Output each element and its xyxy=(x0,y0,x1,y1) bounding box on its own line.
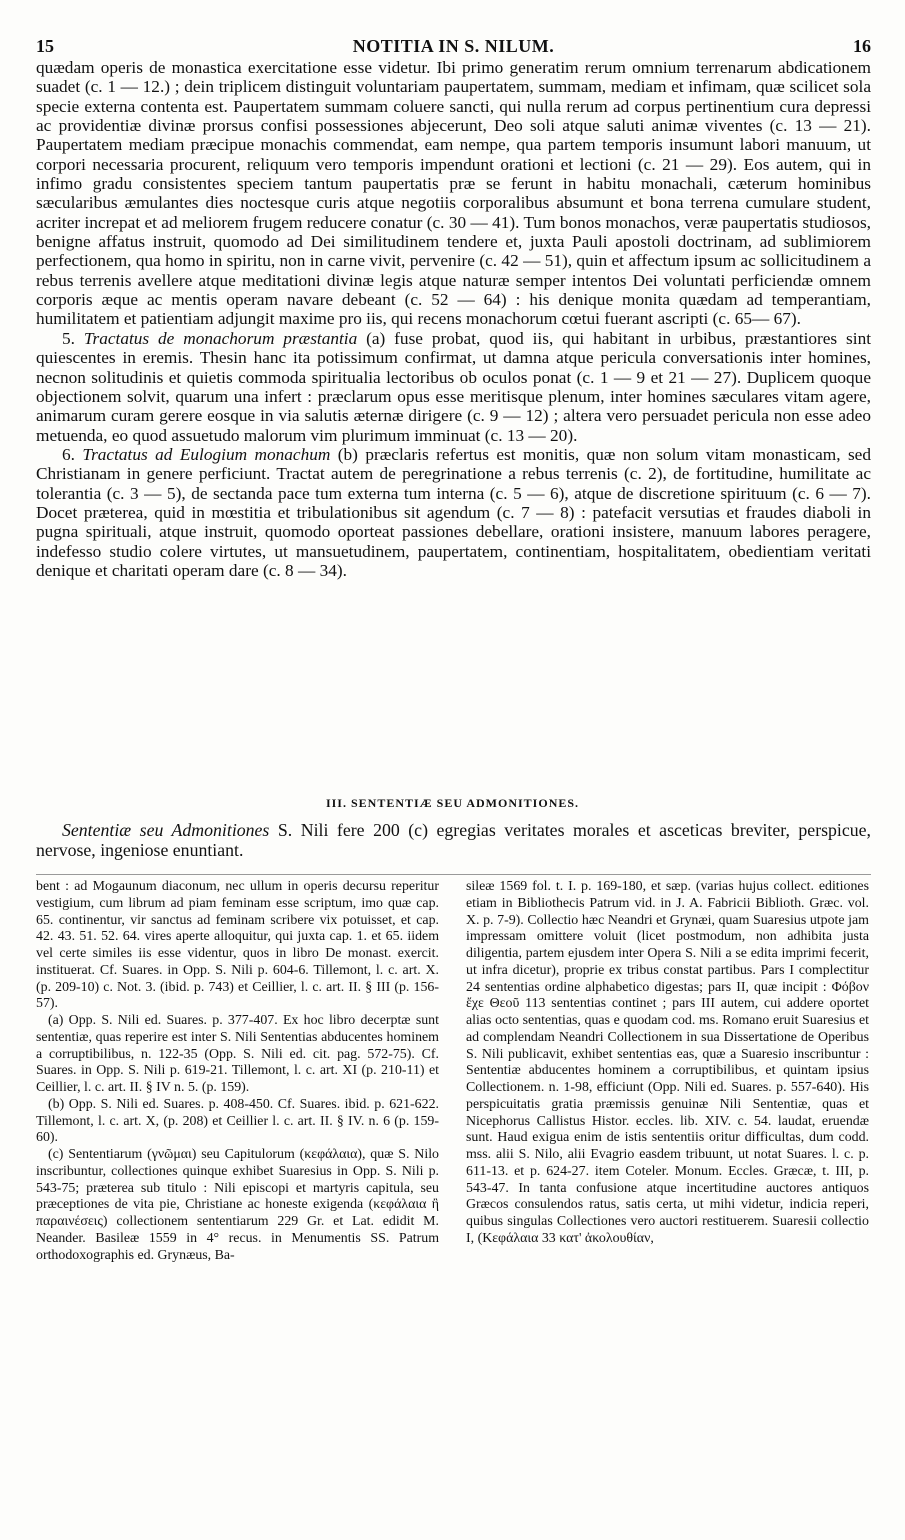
running-title: NOTITIA IN S. NILUM. xyxy=(352,36,555,56)
paragraph-text: (b) præclaris refertus est monitis, quæ non solum vitam monasticam, sed Christianam in genere perficiunt. Tractat autem de peregrinatione a rebus terrenis (c. 2), de fortitudine, humilitate ac tolerantia (c. 3 — 5), de sectanda pace tum externa tum interna (c. 5 — 6), atque de discretione spirituum (c. 6 — 7). Docet præterea, quid in mœstitia et tribulationibus sit agendum (c. 7 — 8) : patefacit versutias et fraudes diaboli in pugna spirituali, atque instruit, quomodo oporteat passiones debellare, orationi insistere, manuum labores peragere, indefesso studio colere virtutes, ut mansuetudinem, paupertatem, continentiam, hospitalitatem, obedientiam veritati denique et charitati operam dare (c. 8 — 34). xyxy=(36,444,871,580)
section-intro xyxy=(36,820,871,860)
item-number: 5. xyxy=(62,328,75,348)
paragraph-text: (a) fuse probat, quod iis, qui habitant in urbibus, præstantiores sint quiescentes in eremis. Thesin hanc ita potissimum confirmat, ut damna atque pericula conversationis inter homines, necnon solitudinis et quietis commoda spiritualia lectoribus ob oculos ponat (c. 1 — 9 et 21 — 27). Duplicem quoque objectionem solvit, quarum una infert : præclarum opus esse meritisque plenum, inter homines sæculares vitam agere, animarum curam gerere eosque in via salutis æternæ dirigere (c. 9 — 12) ; altera vero persuadet pericula non esse adeo metuenda, eo quod assuetudo malorum vim plurimum imminuat (c. 13 — 20). xyxy=(36,328,872,445)
footnote-c-continued: sileæ 1569 fol. t. I. p. 169-180, et sæp. (varias hujus collect. editiones etiam in Bibliothecis Patrum vid. in J. A. Fabricii Biblioth. Græc. vol. X. p. 7-9). Collectio hæc Neandri et Grynæi, quam Suaresius utpote jam impressam omittere voluit (licet postmodum, non adhibita justa diligentia, partem ejusdem inter Opera S. Nili a se edita imprimi fecerit, ut infra dicetur), proprie ex tribus constat partibus. Pars I complectitur 24 sententias ordine alphabetico digestas; pars II, quæ incipit : Φόβον ἔχε Θεοῦ 113 sententias continet ; pars III autem, cui addere oportet alias octo sententias, quas e quodam cod. ms. Romano eruit Suaresius et ad complendam Neandri Collectionem in sua Dissertatione de Operibus S. Nili publicavit, exhibet sententias eas, quæ a Suaresio inscribuntur : Sententiæ abducentes hominem a corruptibilibus, et quintam ipsius Collectionem. n. 1-98, efficiunt (Opp. Nili ed. Suares. p. 557-640). His perspicuitatis gratia præmissis genuinæ Nili Sententiæ, quas et Nicephorus Callistus Histor. eccles. lib. XIV. c. 54. laudat, eruendæ sunt. Haud exigua enim de istis sententiis oritur difficultas, dum codd. mss. alii S. Nilo, alii Evagrio easdem tribuunt, ut notat Suares. l. c. p. 611-13. et p. 624-27. item Coteler. Monum. Eccles. Græcæ, t. III, p. 543-47. In tanta confusione atque incertitudine auctores antiquos Græcos consulendos ratus, satis certa, ut mihi videtur, indicia reperi, quibus singulas Collectiones vero auctori restituerem. Suaresii collectio I, (Κεφάλαια 33 κατ' ἀκολουθίαν, xyxy=(466,879,869,1246)
page-number-right: 16 xyxy=(853,36,871,56)
paragraph-continuation: quædam operis de monastica exercitatione esse videtur. Ibi primo generatim rerum omnium terrenarum abdicationem suadet (c. 1 — 12.) ; dein triplicem distinguit voluntariam paupertatem, summam, mediam et infimam, quæ scilicet sola specie externa contenta est. Paupertatem summam coluere sancti, qui nulla rerum ad corpus pertinentium cura depressi ac providentiæ divinæ prorsus confisi possessiones abjecerunt, Deo soli atque saluti animæ viventes (c. 13 — 21). Paupertatem mediam præcipue monachis commendat, eam nempe, qua partem temporis insumunt labori manuum, ut corpori necessaria procurent, reliquum vero temporis impendunt orationi et lectioni (c. 21 — 29). Eos autem, qui in infimo gradu consistentes speciem tantum paupertatis præ se ferunt in habitu monachali, cæterum hominibus sæcularibus æmulantes dies noctesque curis atque negotiis corporalibus absumunt et bona terrena cumulare student, acriter increpat et ad meliorem frugem reducere conatur (c. 30 — 41). Tum bonos monachos, veræ paupertatis studiosos, benigne affatus instruit, quomodo ad Dei similitudinem tendere et, juxta Pauli apostoli doctrinam, ad sublimiorem perfectionem, qua homo in spiritu, non in carne vivit, pervenire (c. 42 — 51), quin et affectum ipsum ac sollicitudinem a rebus terrenis avellere atque meditationi divinæ legis atque naturæ semper intentos Dei voluntati perficiendæ omnem corporis æque ac mentis operam navare debeant (c. 52 — 64) : his denique monita quædam ad temperantiam, humilitatem et patientiam adjungit maxime pro iis, qui recens monachorum cœtui fuerant ascripti (c. 65— 67). xyxy=(36,58,871,329)
main-text xyxy=(36,58,871,580)
footnote-continuation: bent : ad Mogaunum diaconum, nec ullum in operis decursu reperitur vestigium, cum librum ad piam feminam esse scriptum, imo quæ cap. 65. continentur, vir sanctus ad feminam scribere vix potuisset, et cap. 42. 43. 51. 52. 64. vires aperte alloquitur, qui juxta cap. 1. et 65. iidem vel certe similes iis esse videntur, quos in libro De monast. exercit. instituerat. Cf. Suares. in Opp. S. Nili p. 604-6. Tillemont, l. c. art. X. (p. 209-10) c. Not. 3. (ibid. p. 743) et Ceillier, l. c. art. II. § III (p. 156-57). xyxy=(36,879,439,1012)
page-number-left: 15 xyxy=(36,36,54,56)
item-number: 6. xyxy=(62,444,75,464)
work-title: Tractatus de monachorum præstantia xyxy=(83,328,358,348)
running-header xyxy=(36,36,871,58)
work-title: Tractatus ad Eulogium monachum xyxy=(82,444,331,464)
footnote-c: (c) Sententiarum (γνῶμαι) seu Capitulorum (κεφάλαια), quæ S. Nilo inscribuntur, collectiones quinque exhibet Suaresius in Opp. S. Nili p. 543-75; præterea sub titulo : Nili episcopi et martyris capitula, seu præceptiones de vita pie, Christiane ac honeste exigenda (κεφάλαια ἢ παραινέσεις) collectionem sententiarum 229 Gr. et Lat. edidit M. Neander. Basileæ 1559 in 4° recus. in Menumentis SS. Patrum orthodoxographis ed. Grynæus, Ba- xyxy=(36,1147,439,1263)
paragraph-tractatus-praestantia xyxy=(36,329,871,445)
footnotes-right-column xyxy=(466,879,869,1248)
footnote-a: (a) Opp. S. Nili ed. Suares. p. 377-407. Ex hoc libro decerptæ sunt sententiæ, quas reperire est inter S. Nili Sententias abducentes hominem a corruptibilibus, n. 122-35 (Opp. S. Nili ed. cit. pag. 572-75). Cf. Suares. in Opp. S. Nili p. 619-21. Tillemont, l. c. art. XI (p. 210-11) et Ceillier, l. c. art. II. § IV n. 5. (p. 159). xyxy=(36,1013,439,1095)
paragraph-tractatus-eulogium xyxy=(36,445,871,580)
footnote-b: (b) Opp. S. Nili ed. Suares. p. 408-450. Cf. Suares. ibid. p. 621-622. Tillemont, l. c. art. X, (p. 208) et Ceillier l. c. art. II. § IV. n. 6 (p. 159-60). xyxy=(36,1096,439,1146)
paragraph-text: S. Nili fere 200 (c) egregias veritates morales et asceticas breviter, perspicue, nervose, ingeniose enuntiant. xyxy=(36,820,871,860)
footnote-rule xyxy=(36,874,871,875)
section-heading: III. SENTENTIÆ SEU ADMONITIONES. xyxy=(325,796,580,810)
sententiae-paragraph xyxy=(36,820,871,860)
work-title: Sententiæ seu Admonitiones xyxy=(62,820,270,840)
footnotes-left-column xyxy=(36,879,439,1264)
